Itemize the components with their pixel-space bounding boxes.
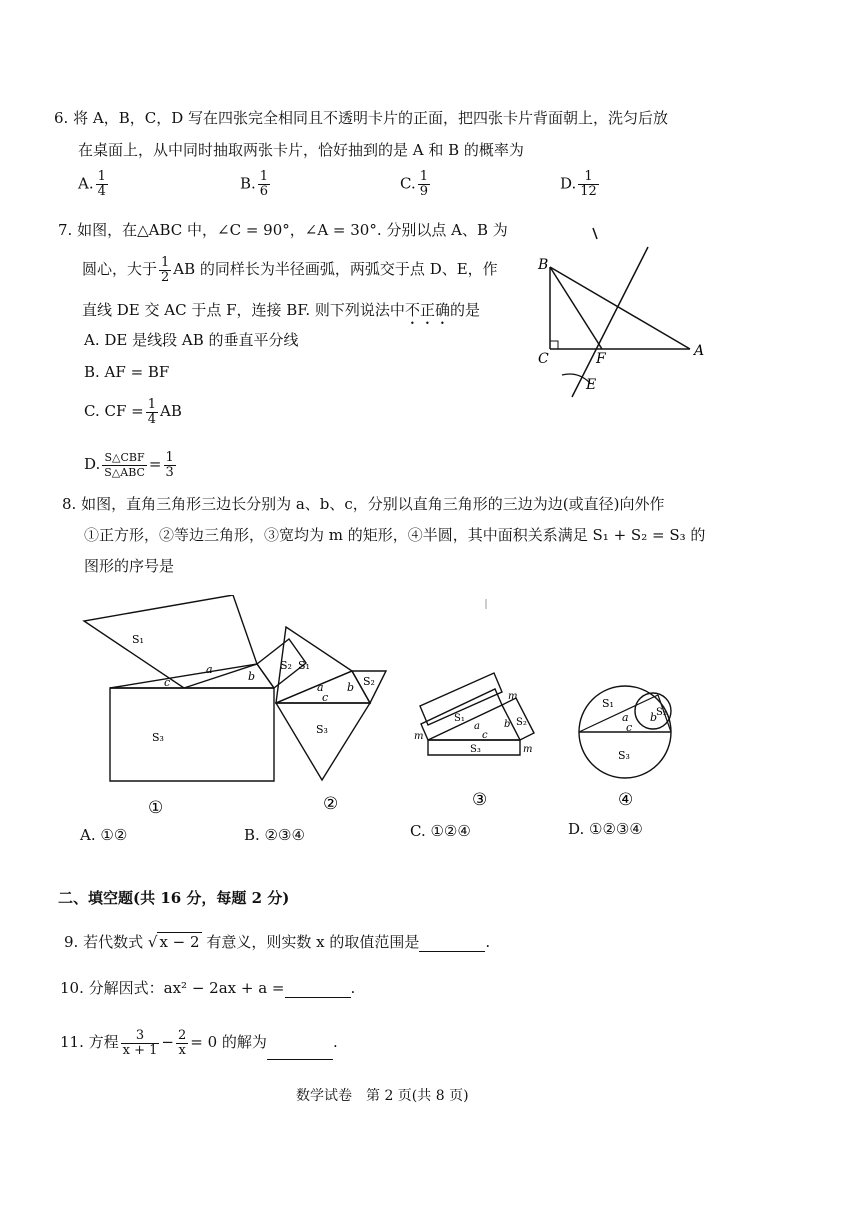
q7-label-a: A [694, 343, 705, 359]
fig2-a: a [317, 681, 324, 694]
q6-option-a: A. $\frac{1}{4}$ [78, 169, 106, 199]
q7-option-b: B. AF = BF [84, 363, 170, 381]
fig1-b: b [248, 670, 256, 683]
q7-option-d: D. $\frac{\text{S△CBF}}{\text{S△ABC}}$ = $\frac{1}{3}$ [84, 449, 174, 480]
q7-label-f: F [596, 351, 606, 367]
q6-line1: 6. 将 A，B，C，D 写在四张完全相同且不透明卡片的正面，把四张卡片背面朝上，洗匀后放 [54, 109, 668, 127]
q8-option-d: D. ①②③④ [568, 820, 643, 838]
fig-label-2: ② [323, 794, 339, 814]
q7-option-a: A. DE 是线段 AB 的垂直平分线 [84, 331, 299, 349]
q7-label-e: E [586, 377, 597, 393]
fig3-a: a [474, 721, 480, 732]
fig3-s1: S₁ [454, 713, 465, 724]
fig3-m3: m [523, 744, 533, 755]
fig1-c: c [164, 676, 171, 689]
fig3-s2: S₂ [516, 717, 527, 728]
q8-option-b: B. ②③④ [244, 826, 305, 844]
fig4-s1: S₁ [602, 697, 614, 710]
q8-line2: ①正方形，②等边三角形，③宽均为 m 的矩形，④半圆，其中面积关系满足 S₁ + S₂ = S₃ 的 [84, 526, 706, 544]
fig3-b: b [504, 719, 511, 730]
q8-line3: 图形的序号是 [84, 557, 175, 575]
fig4-s2: S₂ [656, 707, 667, 718]
q7-line2: 圆心，大于 $\frac{1}{2}$ AB 的同样长为半径画弧，两弧交于点 D、E，作 [82, 254, 498, 285]
fig3-m1: m [508, 691, 518, 702]
fig1-s1: S₁ [132, 633, 144, 646]
fig2-c: c [322, 691, 329, 704]
q8-option-c: C. ①②④ [410, 822, 471, 840]
fig2-b: b [347, 681, 355, 694]
fig4-c: c [626, 721, 633, 734]
fig-label-3: ③ [472, 790, 488, 810]
q11-answer-blank[interactable] [267, 1045, 333, 1060]
q7-line3: 直线 DE 交 AC 于点 F，连接 BF. 则下列说法中不正确的是 [82, 301, 480, 319]
q8-option-a: A. ①② [80, 826, 128, 844]
fig3-m2: m [414, 731, 424, 742]
fig4-b: b [650, 711, 658, 724]
q10: 10. 分解因式：ax² − 2ax + a = . [60, 979, 356, 997]
fig4-a: a [622, 711, 629, 724]
q7-line1: 7. 如图，在△ABC 中，∠C = 90°，∠A = 30°. 分别以点 A、B 为 [58, 221, 508, 239]
q11: 11. 方程 $\frac{3}{x + 1}$ − $\frac{2}{x}$ = 0 的解为 . [60, 1024, 338, 1060]
section-2-title: 二、填空题(共 16 分，每题 2 分) [58, 889, 290, 907]
q7-triangle-figure [520, 225, 720, 405]
q8-figure-1 [84, 595, 306, 781]
q8-figures [70, 595, 770, 820]
q6-line2: 在桌面上，从中同时抽取两张卡片，恰好抽到的是 A 和 B 的概率为 [78, 141, 524, 159]
fig3-s3: S₃ [470, 744, 481, 755]
q7-option-c: C. CF = $\frac{1}{4}$ AB [84, 396, 182, 427]
fig2-s3: S₃ [316, 723, 328, 736]
q9: 9. 若代数式 √ x − 2 有意义，则实数 x 的取值范围是 . [64, 933, 491, 951]
q7-label-b: B [538, 257, 549, 273]
fig2-s1: S₁ [298, 659, 310, 672]
fig4-s3: S₃ [618, 749, 630, 762]
q8-figure-2 [276, 627, 386, 780]
q6-option-b: B. $\frac{1}{6}$ [240, 169, 269, 199]
fig2-s2: S₂ [363, 675, 375, 688]
q8-figure-4 [579, 686, 671, 778]
fig1-s2: S₂ [280, 659, 292, 672]
fig-label-1: ① [148, 798, 164, 818]
q8-figure-3 [414, 599, 534, 755]
q9-answer-blank[interactable] [419, 937, 485, 952]
fig1-s3: S₃ [152, 731, 164, 744]
page-footer: 数学试卷 第 2 页(共 8 页) [296, 1088, 469, 1104]
q6-option-d: D. $\frac{1}{12}$ [560, 169, 597, 199]
q7-label-c: C [538, 351, 549, 367]
fig3-c: c [482, 730, 488, 741]
fig1-a: a [206, 663, 213, 676]
fig-label-4: ④ [618, 790, 634, 810]
q6-option-c: C. $\frac{1}{9}$ [400, 169, 428, 199]
q8-line1: 8. 如图，直角三角形三边长分别为 a、b、c，分别以直角三角形的三边为边(或直径)向外作 [62, 495, 665, 513]
q10-answer-blank[interactable] [285, 983, 351, 998]
